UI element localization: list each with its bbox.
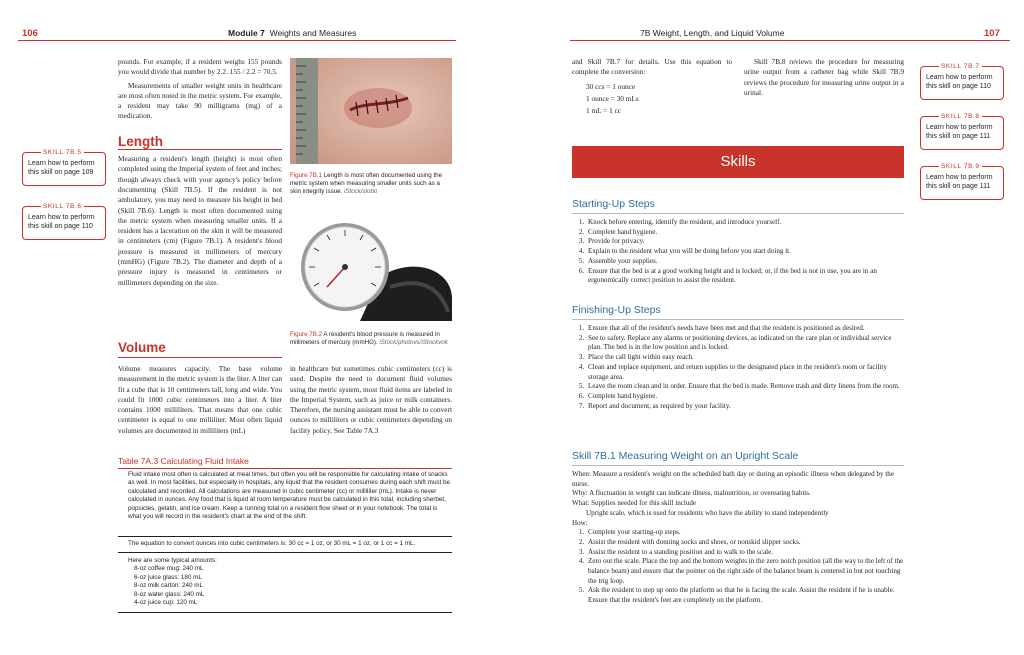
step-item: 6. Complete hand hygiene. [586, 392, 904, 402]
left-page-number: 106 [22, 28, 38, 39]
skill-why: Why: A fluctuation in weight can indicate illness, malnutrition, or overeating habits. [572, 489, 811, 498]
right-running-header: 7B Weight, Length, and Liquid Volume [640, 28, 785, 38]
figure-wound-image [290, 58, 452, 164]
length-heading: Length [118, 133, 163, 149]
volume-section-heading [118, 340, 282, 362]
skill-box-7b9[interactable]: SKILL 7B.9 Learn how to perform this skill on page 111 [920, 166, 1004, 200]
step-item: 4. Clean and replace equipment, and return supplies to the designated place in the resident's room or facility storage area. [586, 363, 904, 382]
skills-banner: Skills [572, 146, 904, 178]
skill-when: When: Measure a resident's weight on the scheduled bath day or during an episodic illness when delegated by the nurse. [572, 470, 894, 488]
skill-box-7b8[interactable]: SKILL 7B.8 Learn how to perform this skill on page 111 [920, 116, 1004, 150]
step-item: 1. Complete your starting-up steps. [586, 528, 904, 538]
starting-up-rule [572, 213, 904, 214]
figure-2-caption: Figure 7B.2 A resident's blood pressure is measured in millimeters of mercury (mmHG). iStock/photovs/iStockvok [290, 331, 448, 346]
skill-7b1-how-list [572, 528, 904, 606]
skill-7b1-body [572, 470, 904, 528]
length-paragraph: Measuring a resident's length (height) is most often completed using the Imperial system of feet and inches; though always check with your agency's policy before documenting (Skill 7B.5). If the resident is not ambulatory, you may need to measure his height in bed (Skill 7B.6). Length is most often documented using the metric system when measuring smaller units. If a resident has a laceration on the skin it will be measured in centimeters (cm) (Figure 7B.1). A resident's blood pressure is measured in millimeters of mercury (mmHG) (Figure 7B.2). The diameter and depth of a pressure injury is measured in centimeters or millimeters depending on the size. [118, 154, 282, 287]
table-amount-row: 8-oz water glass: 240 mL [134, 590, 205, 598]
conversion-item: 30 ccs = 1 ounce [586, 81, 636, 91]
starting-up-heading: Starting-Up Steps [572, 198, 655, 210]
volume-heading-rule [118, 357, 282, 358]
step-item: 6. Ensure that the bed is at a good working height and is locked; or, if the bed is not in use, you are in an ergonomically correct position to assist the resident. [586, 267, 904, 286]
conversion-item: 1 mL = 1 cc [586, 105, 622, 115]
step-item: 4. Explain to the resident what you will be doing before you start doing it. [586, 247, 904, 257]
table-rule-2 [118, 552, 452, 553]
figure-bp-image [290, 217, 452, 321]
intro-paragraph-2: Measurements of smaller weight units in healthcare are most often noted in the metric system. For example, a resident may take 90 milligrams (mg) of a medication. [118, 80, 282, 121]
step-item: 3. Assist the resident to a standing position and to walk to the scale. [586, 548, 904, 558]
step-item: 7. Report and document, as required by your facility. [586, 402, 904, 412]
table-top-rule [118, 468, 452, 469]
step-item: 5. Leave the room clean and in order. Ensure that the bed is made. Remove trash and dirty linens from the room. [586, 382, 904, 392]
skill-box-7b6[interactable]: SKILL 7B.6 Learn how to perform this skill on page 110 [22, 206, 106, 240]
intro-paragraph-1: pounds. For example, if a resident weighs 155 pounds you would divide that number by 2.2. 155 / 2.2 = 70.5. [118, 57, 282, 77]
right-intro-right: Skill 7B.8 reviews the procedure for measuring urine output from a catheter bag while Skill 7B.9 reviews the procedure for measuring urine output in a urinal. [744, 57, 904, 97]
table-intro: Fluid intake most often is calculated at meal times, but often you will be responsible for calculating intake of snacks as well. In most facilities, but especially in hospitals, any liquid that the resident consumes during each shift must be calculated and recorded. All calculations are measured in cubic centimeter (cc) or milliliter (mL). Intake is never calculated in ounces. Any food that is liquid at room temperature must be calculated in this total, including sherbet, popsicles, gelatin, and ice cream. Keep a running total on a resident flow sheet or in your notebook. The total is what you will record in the resident's chart at the end of the shift. [128, 471, 451, 521]
skill-how: How: [572, 518, 588, 527]
table-amount-row: 8-oz milk carton: 240 mL [134, 582, 203, 590]
step-item: 2. See to safety. Replace any alarms or positioning devices, as indicated on the care plan or individual service plan. The bed is in the low position and is locked. [586, 334, 904, 353]
step-item: 5. Ask the resident to step up onto the platform so that he is facing the scale. Assist the resident if he is unable. Ensure that the resident's feet are completely on the platform. [586, 586, 904, 605]
step-item: 1. Knock before entering, identify the resident, and introduce yourself. [586, 218, 904, 228]
table-amount-row: 6-oz juice glass: 180 mL [134, 573, 202, 581]
left-running-header: Module 7 Weights and Measures [228, 28, 357, 38]
table-title: Table 7A.3 Calculating Fluid Intake [118, 456, 249, 466]
finishing-up-rule [572, 319, 904, 320]
table-bottom-rule [118, 612, 452, 613]
right-page-number: 107 [984, 28, 1000, 39]
step-item: 5. Assemble your supplies. [586, 257, 904, 267]
bp-gauge-illustration [290, 217, 452, 321]
starting-up-section [572, 198, 904, 286]
length-heading-rule [118, 149, 282, 150]
conversion-list [572, 81, 732, 117]
table-amounts-header: Here are some typical amounts: [128, 557, 217, 564]
table-amounts [128, 557, 328, 607]
step-item: 3. Provide for privacy. [586, 237, 904, 247]
table-amount-row: 4-oz juice cup: 120 mL [134, 599, 198, 607]
step-item: 3. Place the call light within easy reach. [586, 353, 904, 363]
right-header-rule [570, 40, 1010, 41]
skill-what: What: Supplies needed for this skill include [572, 499, 697, 508]
table-amount-row: 8-oz coffee mug: 240 mL [134, 565, 204, 573]
conversion-item: 1 ounce = 30 mLs [586, 93, 639, 103]
skill-box-7b5[interactable]: SKILL 7B.5 Learn how to perform this skill on page 109 [22, 152, 106, 186]
right-intro-left [572, 57, 732, 117]
skill-7b1-section [572, 450, 904, 606]
step-item: 2. Assist the resident with donning socks and shoes, or nonskid slipper socks. [586, 538, 904, 548]
volume-heading: Volume [118, 340, 166, 355]
right-intro-text: and Skill 7B.7 for details. Use this equation to complete the conversion: [572, 57, 732, 77]
table-equation: The equation to convert ounces into cubic centimeters is: 30 cc = 1 oz, or 30 mL = 1 oz, or 1 cc = 1 mL. [128, 540, 416, 547]
volume-column-1: Volume measures capacity. The base volume measurement in the metric system is the liter. A liter can fit a cube that is 10 centimeters tall, long and wide. You could fit 1000 cubic centimeters into a liter. A liter contains 1000 milliliters. That means that one cubic centimeter is equal to one milliliter. Most often liquid volumes are documented in milliliters (mL) [118, 364, 282, 435]
table-rule-1 [118, 536, 452, 537]
step-item: 2. Complete hand hygiene. [586, 228, 904, 238]
skill-7b1-rule [572, 465, 904, 466]
left-main-column [118, 57, 282, 291]
skill-box-7b7[interactable]: SKILL 7B.7 Learn how to perform this skill on page 110 [920, 66, 1004, 100]
figure-1-caption: Figure 7B.1 Length is most often documented using the metric system when measuring smaller units such as a skin integrity issue. iStock/slobo [290, 172, 443, 195]
left-header-rule [18, 40, 456, 41]
wound-ruler-illustration [290, 58, 452, 164]
step-item: 4. Zero out the scale. Place the top and the bottom weights in the zero notch position (all the way to the left of the balance beam) and ensure that the pointer on the right side of the balance beam is centered in but not touching the trig loop. [586, 557, 904, 586]
skill-what-item: Upright scale, which is used for residents who have the ability to stand independently [586, 508, 829, 517]
starting-up-list [572, 218, 904, 286]
finishing-up-section [572, 304, 904, 411]
volume-column-2: in healthcare but sometimes cubic centimeters (cc) is used. Despite the need to document fluid volumes using the metric system, most fluid items are labeled in the Imperial System, such as juice or milk containers. Therefore, the nursing assistant must be able to convert ounces to milliliters or cubic centimeters depending on facility policy. See Table 7A.3 [290, 364, 452, 435]
step-item: 1. Ensure that all of the resident's needs have been met and that the resident is positioned as desired. [586, 324, 904, 334]
skill-7b1-heading: Skill 7B.1 Measuring Weight on an Upright Scale [572, 450, 799, 462]
finishing-up-list [572, 324, 904, 411]
finishing-up-heading: Finishing-Up Steps [572, 304, 661, 316]
